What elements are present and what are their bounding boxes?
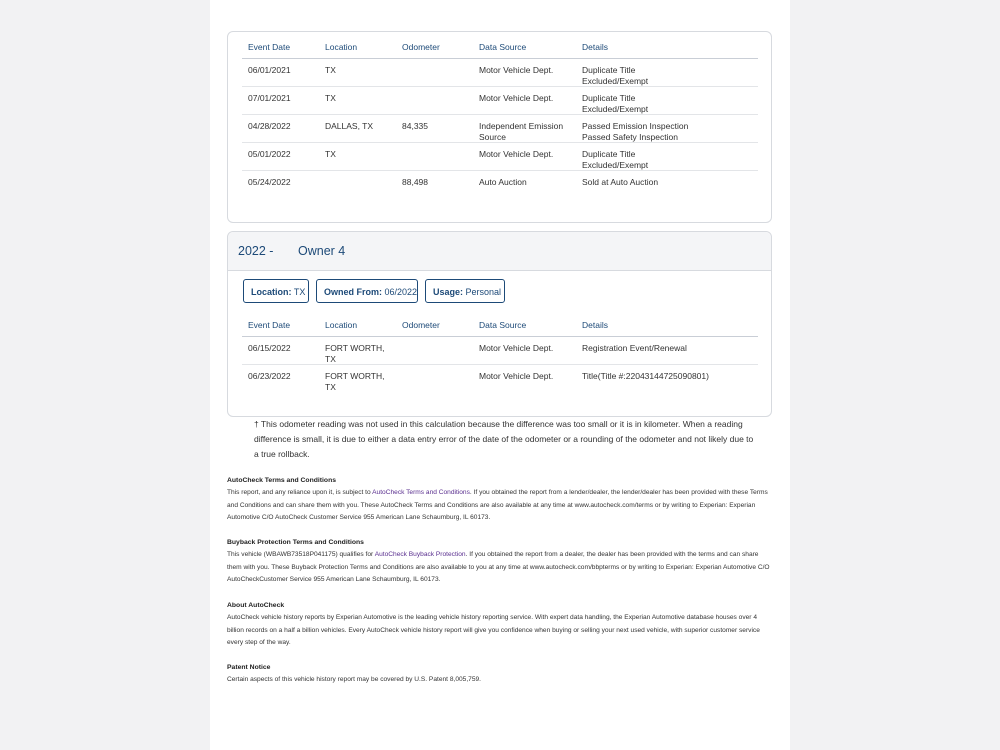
patent-title: Patent Notice bbox=[227, 664, 271, 671]
table-header-row bbox=[242, 314, 758, 337]
event-location: FORT WORTH, TX bbox=[319, 337, 396, 365]
owner-3-history-card bbox=[227, 31, 772, 223]
col-event-date: Event Date bbox=[242, 36, 319, 59]
terms-text: This report, and any reliance upon it, is subject to AutoCheck Terms and Conditions. If you obtained the report from a lender/dealer, the lender/dealer has been provided with these Terms and Conditions and can share them with you. These AutoCheck Terms and Conditions are also available at any time at www.autocheck.com/terms or by writing to Experian: Experian Automotive C/O AutoCheck Customer Service 955 American Lane Schaumburg, IL 60173. bbox=[227, 489, 768, 521]
event-odometer: 84,335 bbox=[396, 115, 473, 143]
col-odometer: Odometer bbox=[396, 314, 473, 337]
about-title: About AutoCheck bbox=[227, 602, 285, 609]
about-section bbox=[227, 600, 772, 650]
event-location: TX bbox=[319, 143, 396, 171]
buyback-section bbox=[227, 537, 772, 587]
event-details: Passed Emission Inspection Passed Safety Inspection bbox=[576, 115, 758, 143]
col-event-date: Event Date bbox=[242, 314, 319, 337]
event-location bbox=[319, 171, 396, 198]
event-date: 06/15/2022 bbox=[242, 337, 319, 365]
table-row bbox=[242, 87, 758, 115]
event-date: 06/23/2022 bbox=[248, 371, 291, 381]
table-row bbox=[242, 365, 758, 393]
event-date: 06/01/2021 bbox=[242, 59, 319, 87]
owned-from-chip: Owned From: 06/2022 bbox=[316, 279, 418, 303]
owner-3-events-table bbox=[242, 36, 758, 198]
event-date: 07/01/2021 bbox=[242, 87, 319, 115]
event-details: Title(Title #:22043144725090801) bbox=[582, 371, 709, 381]
location-chip: Location: TX bbox=[243, 279, 309, 303]
event-source: Motor Vehicle Dept. bbox=[473, 143, 576, 171]
buyback-text: This vehicle (WBAWB73518P041175) qualifies for AutoCheck Buyback Protection. If you obtained the report from a dealer, the dealer has been provided with the terms and can share them with you. These Buyback Protection Terms and Conditions are also available to you at any time at www.autocheck.com/bbpterms or by writing to Experian: Experian Automotive C/O AutoCheckCustomer Service 955 American Lane Schaumburg, IL 60173. bbox=[227, 551, 770, 583]
terms-title: AutoCheck Terms and Conditions bbox=[227, 477, 337, 484]
event-date: 04/28/2022 bbox=[242, 115, 319, 143]
event-source: Motor Vehicle Dept. bbox=[473, 59, 576, 87]
buyback-link[interactable]: AutoCheck Buyback Protection bbox=[374, 551, 466, 558]
table-row bbox=[242, 143, 758, 171]
table-row bbox=[242, 115, 758, 143]
col-data-source: Data Source bbox=[473, 36, 576, 59]
report-page bbox=[210, 0, 790, 750]
event-odometer bbox=[396, 87, 473, 115]
event-details: Sold at Auto Auction bbox=[582, 177, 659, 187]
col-details: Details bbox=[576, 314, 758, 337]
event-odometer bbox=[396, 143, 473, 171]
col-odometer: Odometer bbox=[396, 36, 473, 59]
terms-link[interactable]: AutoCheck Terms and Conditions bbox=[372, 489, 470, 496]
event-location: TX bbox=[319, 59, 396, 87]
owner-4-year: 2022 - bbox=[238, 244, 274, 258]
patent-section bbox=[227, 662, 772, 687]
buyback-title: Buyback Protection Terms and Conditions bbox=[227, 539, 364, 546]
patent-text: Certain aspects of this vehicle history report may be covered by U.S. Patent 8,005,759. bbox=[227, 676, 481, 683]
event-location: FORT WORTH, TX bbox=[325, 371, 385, 392]
owner-4-label: Owner 4 bbox=[298, 244, 346, 258]
terms-section bbox=[227, 475, 772, 525]
event-source: Motor Vehicle Dept. bbox=[473, 87, 576, 115]
event-source: Motor Vehicle Dept. bbox=[473, 337, 576, 365]
col-location: Location bbox=[319, 36, 396, 59]
table-header-row bbox=[242, 36, 758, 59]
owner-4-events-table bbox=[242, 314, 758, 392]
col-location: Location bbox=[319, 314, 396, 337]
owner-4-history-card bbox=[227, 231, 772, 417]
event-odometer bbox=[396, 59, 473, 87]
event-details: Duplicate Title Excluded/Exempt bbox=[576, 143, 758, 171]
table-row bbox=[242, 337, 758, 365]
table-row bbox=[242, 59, 758, 87]
event-date: 05/24/2022 bbox=[248, 177, 291, 187]
table-row bbox=[242, 171, 758, 198]
event-odometer bbox=[396, 337, 473, 365]
usage-chip: Usage: Personal bbox=[425, 279, 505, 303]
owner-4-header[interactable] bbox=[228, 232, 771, 271]
event-location: DALLAS, TX bbox=[319, 115, 396, 143]
event-date: 05/01/2022 bbox=[242, 143, 319, 171]
event-details: Duplicate Title Excluded/Exempt bbox=[576, 59, 758, 87]
event-odometer: 88,498 bbox=[402, 177, 428, 187]
event-details: Registration Event/Renewal bbox=[576, 337, 758, 365]
odometer-footnote: † This odometer reading was not used in this calculation because the difference was too small or it is in kilometer. When a reading difference is small, it is due to either a data entry error of the date of the odometer or a rounding of the odometer and not likely due to a true rollback. bbox=[254, 419, 754, 459]
event-odometer bbox=[396, 365, 473, 393]
about-text: AutoCheck vehicle history reports by Experian Automotive is the leading vehicle history reporting service. With expert data handling, the Experian Automotive database houses over 4 billion records on a half a billion vehicles. Every AutoCheck vehicle history report will give you confidence when buying or selling your next used vehicle, with superior customer service every step of the way. bbox=[227, 614, 760, 646]
event-source: Independent Emission Source bbox=[473, 115, 576, 143]
event-source: Motor Vehicle Dept. bbox=[479, 371, 554, 381]
col-data-source: Data Source bbox=[473, 314, 576, 337]
event-location: TX bbox=[319, 87, 396, 115]
event-details: Duplicate Title Excluded/Exempt bbox=[576, 87, 758, 115]
event-source: Auto Auction bbox=[479, 177, 527, 187]
col-details: Details bbox=[576, 36, 758, 59]
